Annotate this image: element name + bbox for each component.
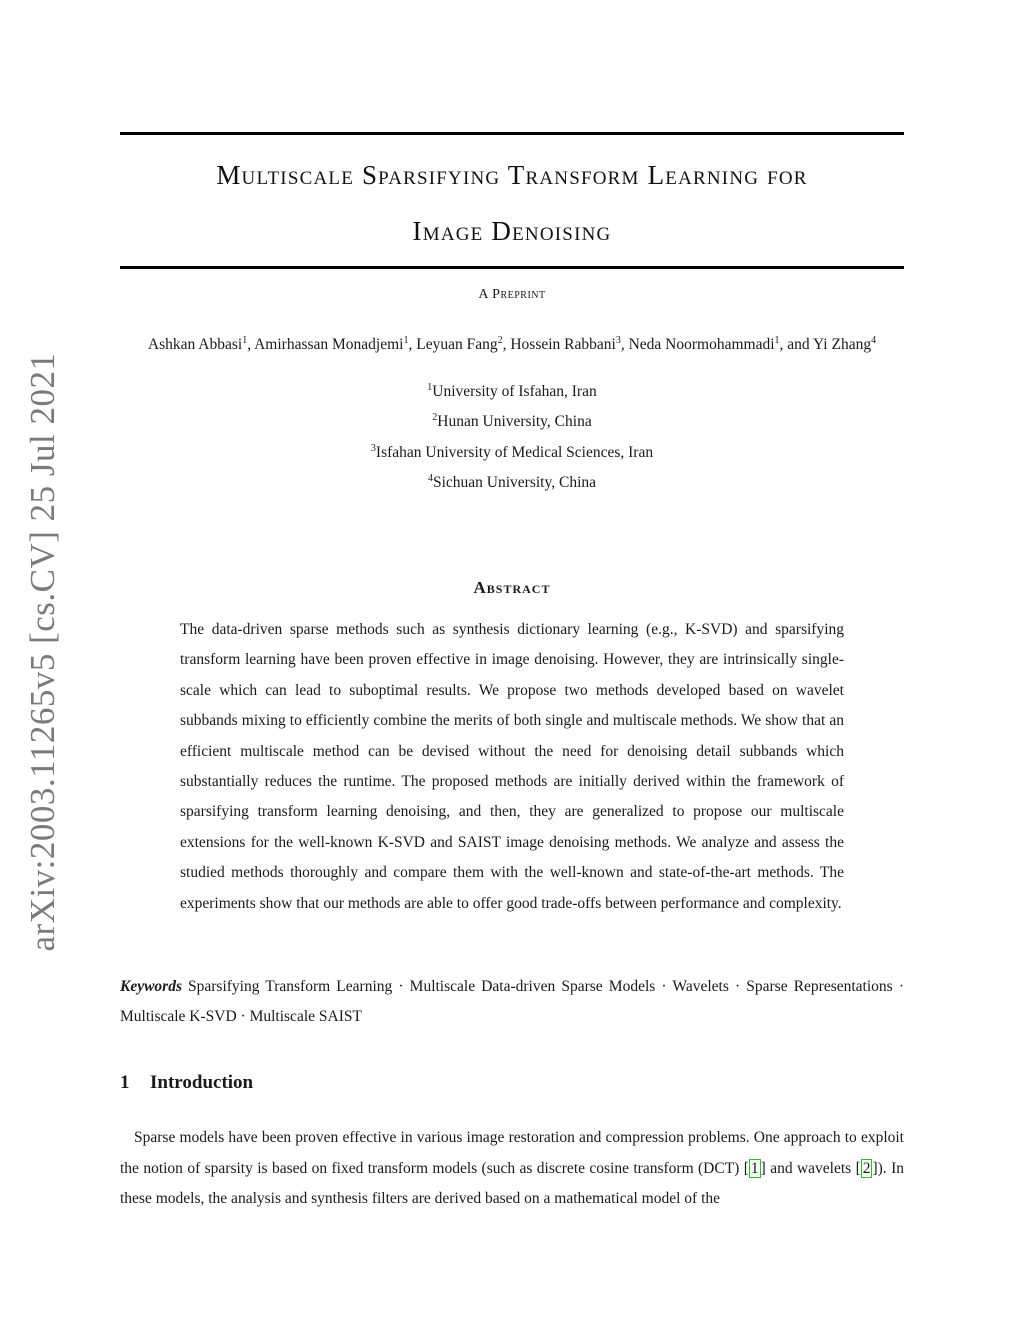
author-name: Neda Noormohammadi (628, 336, 775, 353)
affiliation: $^1$University of Isfahan, Iran (427, 382, 597, 400)
title-bottom-rule (120, 266, 904, 269)
author-affiliation-mark: 2 (497, 335, 503, 346)
section-heading (120, 1072, 253, 1094)
abstract-text: The data-driven sparse methods such as synthesis dictionary learning (e.g., K-SVD) and sparsifying transform learning have been proven effective in image denoising. However, they are intrinsically single-scale which can lead to suboptimal results. We propose two methods developed based on wavelet subbands mixing to efficiently combine the merits of both single and multiscale methods. We show that an efficient multiscale method can be devised without the need for denoising detail subbands which substantially reduces the runtime. The proposed methods are initially derived within the framework of sparsifying transform learning denoising, and then, they are generalized to propose our multiscale extensions for the well-known K-SVD and SAIST image denoising methods. We analyze and assess the studied methods thoroughly and compare them with the well-known and state-of-the-art methods. The experiments show that our methods are able to offer good trade-offs between performance and complexity. (180, 621, 844, 912)
author-name: Amirhassan Monadjemi (254, 336, 404, 353)
section-number: 1 (120, 1072, 130, 1093)
author-name: Yi Zhang (812, 336, 872, 353)
author-name: Hossein Rabbani (510, 336, 616, 353)
preprint-label: A Preprint (478, 287, 546, 302)
author-name: Ashkan Abbasi (147, 336, 243, 353)
keywords-label: Keywords (120, 978, 182, 995)
affiliation: $^2$Hunan University, China (432, 412, 592, 430)
introduction-paragraph: Sparse models have been proven effective in various image restoration and compression problems. One approach to exploit the notion of sparsity is based on fixed transform models (such as discrete cosine transform (DCT) [ 1 ] and wavelets [ 2 ]). In these models, the analysis and synthesis filters are derived based on a mathematical model of the (120, 1129, 904, 1207)
citation-link[interactable]: 1 (750, 1159, 759, 1177)
author-affiliation-mark: 1 (403, 335, 409, 346)
keywords (120, 972, 904, 1032)
keywords-text: Sparsifying Transform Learning · Multiscale Data-driven Sparse Models · Wavelets · Sparse Representations · Multiscale K-SVD · Multiscale SAIST (120, 978, 904, 1025)
author-affiliation-mark: 1 (242, 335, 248, 346)
affiliation: $^4$Sichuan University, China (427, 473, 596, 491)
paper-title-line-1: Multiscale Sparsifying Transform Learning for (216, 160, 808, 190)
paper-title-line-2: Image Denoising (412, 216, 612, 246)
title-top-rule (120, 132, 904, 135)
abstract-heading: Abstract (473, 578, 551, 597)
citation-link[interactable]: 2 (862, 1159, 871, 1177)
arxiv-identifier: arXiv:2003.11265v5 [cs.CV] 25 Jul 2021 (23, 352, 62, 952)
author-affiliation-mark: 3 (615, 335, 621, 346)
section-title: Introduction (150, 1072, 254, 1093)
author-name: Leyuan Fang (416, 336, 498, 353)
affiliation: $^3$Isfahan University of Medical Sciences, Iran (370, 443, 654, 461)
author-list: Ashkan Abbasi$^1$, Amirhassan Monadjemi$^1$, Leyuan Fang$^2$, Hossein Rabbani$^3$, Neda Noormohammadi$^1$, and Yi Zhang$^4$ (147, 335, 877, 353)
author-affiliation-mark: 1 (774, 335, 780, 346)
author-affiliation-mark: 4 (871, 335, 877, 346)
